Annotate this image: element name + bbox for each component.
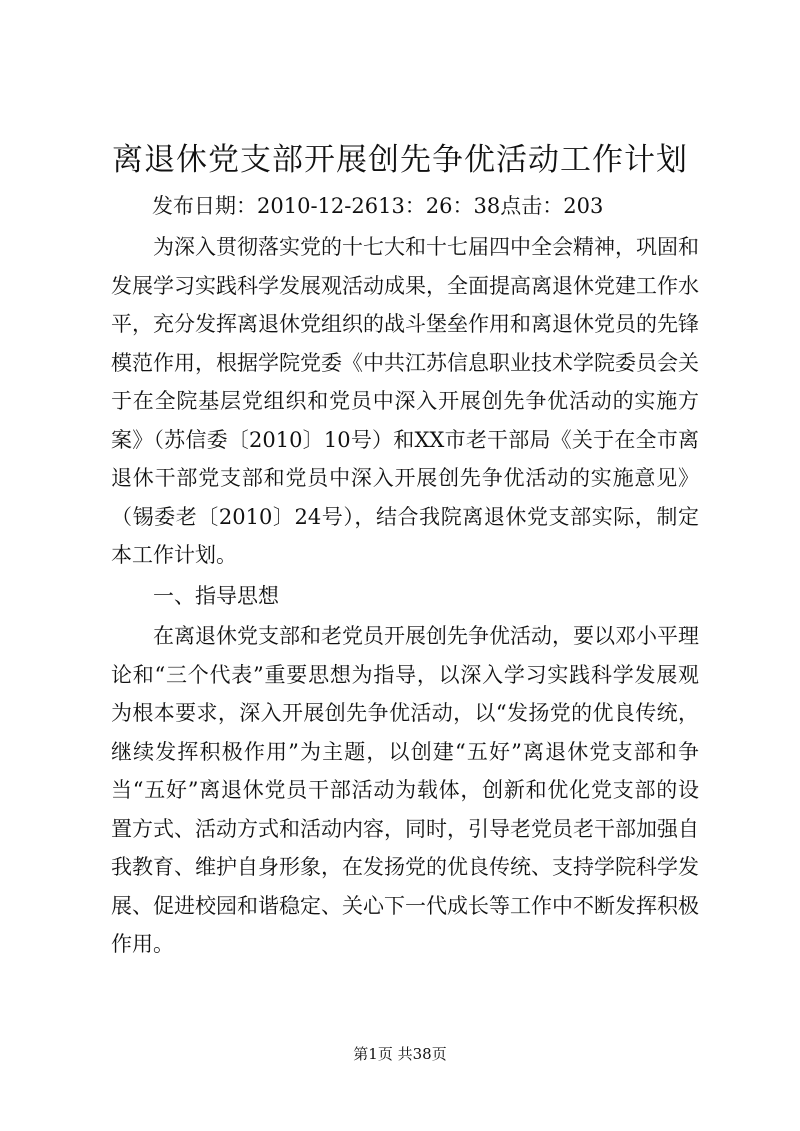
page-number: 第1页 共38页	[353, 1045, 447, 1063]
document-body	[111, 228, 699, 964]
intro-paragraph: 为深入贯彻落实党的十七大和十七届四中全会精神，巩固和发展学习实践科学发展观活动成果，全面提高离退休党建工作水平，充分发挥离退休党组织的战斗堡垒作用和离退休党员的先锋模范作用，根据学院党委《中共江苏信息职业技术学院委员会关于在全院基层党组织和党员中深入开展创先争优活动的实施方案》（苏信委〔2010〕10号）和XX市老干部局《关于在全市离退休干部党支部和党员中深入开展创先争优活动的实施意见》（锡委老〔2010〕24号），结合我院离退休党支部实际，制定本工作计划。	[111, 235, 699, 567]
publish-info: 发布日期：2010-12-2613：26：38点击：203	[152, 194, 604, 218]
document-title: 离退休党支部开展创先争优活动工作计划	[112, 142, 688, 178]
guiding-ideology-paragraph: 在离退休党支部和老党员开展创先争优活动，要以邓小平理论和“三个代表”重要思想为指导，以深入学习实践科学发展观为根本要求，深入开展创先争优活动，以“发扬党的优良传统，继续发挥积极作用”为主题，以创建“五好”离退休党支部和争当“五好”离退休党员干部活动为载体，创新和优化党支部的设置方式、活动方式和活动内容，同时，引导老党员老干部加强自我教育、维护自身形象，在发扬党的优良传统、支持学院科学发展、促进校园和谐稳定、关心下一代成长等工作中不断发挥积极作用。	[111, 624, 699, 956]
section-heading-guiding-ideology: 一、指导思想	[153, 583, 279, 608]
